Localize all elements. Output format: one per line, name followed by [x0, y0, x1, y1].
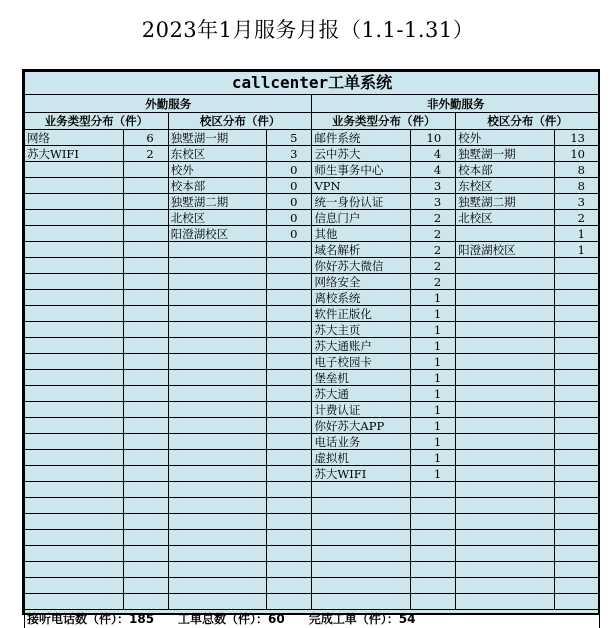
non-outside-type-cell: 邮件系统: [312, 130, 411, 146]
outside-campus-cell: 阳澄湖校区: [168, 226, 267, 242]
outside-campus-count: [267, 594, 312, 610]
non-outside-type-cell: 计费认证: [312, 402, 411, 418]
non-outside-campus-cell: [456, 498, 555, 514]
outside-campus-cell: [168, 578, 267, 594]
outside-type-count: [123, 386, 168, 402]
non-outside-type-count: [411, 578, 456, 594]
outside-campus-cell: [168, 514, 267, 530]
outside-type-count: [123, 466, 168, 482]
table-row: [25, 242, 600, 258]
outside-type-count: [123, 498, 168, 514]
outside-type-cell: [25, 322, 124, 338]
non-outside-type-count: 3: [411, 178, 456, 194]
non-outside-campus-cell: [456, 274, 555, 290]
outside-type-cell: [25, 530, 124, 546]
outside-campus-cell: 校外: [168, 162, 267, 178]
table-row: [25, 194, 600, 210]
non-outside-campus-count: [554, 450, 599, 466]
outside-campus-cell: [168, 274, 267, 290]
outside-type-count: [123, 210, 168, 226]
outside-type-count: [123, 226, 168, 242]
outside-type-count: 6: [123, 130, 168, 146]
non-outside-campus-count: [554, 386, 599, 402]
non-outside-type-cell: 师生事务中心: [312, 162, 411, 178]
outside-type-cell: [25, 434, 124, 450]
outside-campus-count: [267, 546, 312, 562]
non-outside-type-count: 2: [411, 274, 456, 290]
non-outside-type-count: 3: [411, 194, 456, 210]
non-outside-type-count: [411, 546, 456, 562]
summary-footer: 接听电话数（件）：185 工单总数（件）：60 完成工单（件）：54: [25, 610, 600, 628]
non-outside-campus-cell: 阳澄湖校区: [456, 242, 555, 258]
non-outside-campus-count: [554, 466, 599, 482]
outside-campus-count: [267, 386, 312, 402]
table-row: [25, 370, 600, 386]
non-outside-campus-count: [554, 418, 599, 434]
non-outside-type-cell: 苏大通账户: [312, 338, 411, 354]
outside-type-cell: [25, 290, 124, 306]
non-outside-type-cell: 域名解析: [312, 242, 411, 258]
outside-campus-cell: [168, 482, 267, 498]
non-outside-type-cell: 苏大通: [312, 386, 411, 402]
non-outside-campus-count: [554, 594, 599, 610]
non-outside-type-count: 1: [411, 466, 456, 482]
non-outside-type-count: 1: [411, 418, 456, 434]
non-outside-campus-cell: [456, 434, 555, 450]
non-outside-campus-cell: [456, 402, 555, 418]
non-outside-campus-count: 3: [554, 194, 599, 210]
table-row: [25, 418, 600, 434]
outside-campus-cell: [168, 242, 267, 258]
outside-type-count: [123, 194, 168, 210]
non-outside-service-header: 非外勤服务: [312, 95, 600, 113]
non-outside-campus-cell: [456, 594, 555, 610]
outside-type-count: [123, 450, 168, 466]
table-row: [25, 162, 600, 178]
outside-campus-cell: [168, 418, 267, 434]
non-outside-campus-cell: 独墅湖二期: [456, 194, 555, 210]
non-outside-type-cell: 堡垒机: [312, 370, 411, 386]
table-row: [25, 434, 600, 450]
report-title: 2023年1月服务月报（1.1-1.31）: [0, 14, 616, 44]
outside-type-cell: [25, 242, 124, 258]
non-outside-campus-cell: [456, 562, 555, 578]
outside-campus-cell: [168, 386, 267, 402]
outside-campus-cell: [168, 594, 267, 610]
outside-campus-cell: [168, 306, 267, 322]
outside-campus-cell: [168, 338, 267, 354]
outside-type-cell: [25, 178, 124, 194]
system-header: callcenter工单系统: [25, 72, 600, 95]
non-outside-type-count: [411, 562, 456, 578]
non-outside-campus-count: [554, 290, 599, 306]
non-outside-type-count: 1: [411, 306, 456, 322]
non-outside-type-cell: [312, 482, 411, 498]
outside-type-count: [123, 546, 168, 562]
outside-type-cell: [25, 402, 124, 418]
non-outside-campus-cell: [456, 338, 555, 354]
non-outside-type-count: [411, 482, 456, 498]
outside-campus-count: [267, 466, 312, 482]
outside-type-count: [123, 482, 168, 498]
non-outside-campus-cell: [456, 290, 555, 306]
outside-type-cell: [25, 562, 124, 578]
non-outside-campus-count: 8: [554, 178, 599, 194]
non-outside-campus-cell: 北校区: [456, 210, 555, 226]
outside-campus-cell: [168, 530, 267, 546]
outside-campus-count: [267, 434, 312, 450]
outside-type-count: [123, 162, 168, 178]
non-outside-type-cell: 统一身份认证: [312, 194, 411, 210]
outside-campus-count: [267, 418, 312, 434]
outside-campus-count: [267, 242, 312, 258]
outside-campus-count: 3: [267, 146, 312, 162]
outside-campus-count: [267, 338, 312, 354]
non-outside-campus-count: [554, 402, 599, 418]
outside-campus-header: 校区分布（件）: [168, 113, 312, 130]
non-outside-campus-count: [554, 338, 599, 354]
non-outside-type-count: 1: [411, 434, 456, 450]
non-outside-campus-count: [554, 482, 599, 498]
non-outside-campus-count: 2: [554, 210, 599, 226]
outside-campus-count: 0: [267, 162, 312, 178]
outside-type-count: [123, 338, 168, 354]
outside-type-count: [123, 594, 168, 610]
table-row: [25, 578, 600, 594]
outside-type-cell: [25, 194, 124, 210]
non-outside-type-cell: 离校系统: [312, 290, 411, 306]
outside-type-count: [123, 370, 168, 386]
non-outside-campus-count: 1: [554, 226, 599, 242]
outside-type-count: [123, 178, 168, 194]
non-outside-campus-cell: 独墅湖一期: [456, 146, 555, 162]
non-outside-campus-count: [554, 562, 599, 578]
non-outside-type-cell: 你好苏大微信: [312, 258, 411, 274]
non-outside-campus-count: [554, 434, 599, 450]
outside-campus-cell: [168, 562, 267, 578]
table-row: [25, 130, 600, 146]
non-outside-campus-header: 校区分布（件）: [456, 113, 600, 130]
outside-campus-count: [267, 482, 312, 498]
outside-type-count: [123, 402, 168, 418]
non-outside-campus-cell: [456, 354, 555, 370]
non-outside-type-count: 1: [411, 450, 456, 466]
non-outside-type-cell: 苏大WIFI: [312, 466, 411, 482]
outside-type-cell: [25, 210, 124, 226]
outside-type-cell: 苏大WIFI: [25, 146, 124, 162]
table-row: [25, 450, 600, 466]
outside-type-cell: [25, 306, 124, 322]
outside-type-count: [123, 578, 168, 594]
non-outside-campus-count: 1: [554, 242, 599, 258]
outside-type-cell: [25, 594, 124, 610]
outside-campus-count: 0: [267, 178, 312, 194]
outside-campus-cell: 校本部: [168, 178, 267, 194]
non-outside-campus-count: [554, 274, 599, 290]
table-row: [25, 226, 600, 242]
table-row: [25, 290, 600, 306]
non-outside-type-cell: [312, 546, 411, 562]
outside-type-header: 业务类型分布（件）: [25, 113, 169, 130]
non-outside-campus-cell: [456, 482, 555, 498]
outside-campus-cell: 独墅湖二期: [168, 194, 267, 210]
table-row: [25, 210, 600, 226]
non-outside-type-cell: VPN: [312, 178, 411, 194]
non-outside-campus-cell: [456, 322, 555, 338]
report-sheet: [22, 69, 600, 615]
outside-type-count: 2: [123, 146, 168, 162]
outside-campus-cell: [168, 546, 267, 562]
table-row: [25, 466, 600, 482]
table-row: [25, 530, 600, 546]
outside-type-cell: [25, 338, 124, 354]
non-outside-campus-count: [554, 306, 599, 322]
non-outside-campus-count: 10: [554, 146, 599, 162]
table-row: [25, 146, 600, 162]
non-outside-type-cell: 软件正版化: [312, 306, 411, 322]
non-outside-type-cell: [312, 498, 411, 514]
outside-campus-cell: [168, 466, 267, 482]
outside-type-cell: [25, 514, 124, 530]
outside-type-cell: [25, 546, 124, 562]
non-outside-campus-count: [554, 578, 599, 594]
outside-type-cell: [25, 274, 124, 290]
non-outside-type-cell: [312, 578, 411, 594]
table-row: [25, 546, 600, 562]
non-outside-campus-cell: [456, 370, 555, 386]
non-outside-campus-cell: [456, 546, 555, 562]
non-outside-campus-cell: [456, 514, 555, 530]
outside-campus-count: 0: [267, 226, 312, 242]
non-outside-type-count: 2: [411, 210, 456, 226]
outside-type-count: [123, 514, 168, 530]
outside-campus-cell: [168, 290, 267, 306]
non-outside-type-count: 2: [411, 258, 456, 274]
outside-type-cell: [25, 578, 124, 594]
non-outside-type-cell: 你好苏大APP: [312, 418, 411, 434]
outside-type-count: [123, 418, 168, 434]
outside-type-count: [123, 306, 168, 322]
outside-type-count: [123, 322, 168, 338]
non-outside-type-count: 4: [411, 162, 456, 178]
non-outside-campus-count: [554, 530, 599, 546]
non-outside-campus-count: [554, 498, 599, 514]
outside-type-cell: [25, 354, 124, 370]
non-outside-campus-cell: [456, 226, 555, 242]
outside-type-cell: [25, 162, 124, 178]
non-outside-campus-cell: [456, 306, 555, 322]
non-outside-type-cell: [312, 594, 411, 610]
outside-campus-count: 5: [267, 130, 312, 146]
non-outside-campus-cell: [456, 418, 555, 434]
outside-campus-cell: [168, 498, 267, 514]
outside-campus-count: [267, 578, 312, 594]
table-row: [25, 306, 600, 322]
non-outside-campus-cell: [456, 466, 555, 482]
non-outside-type-cell: 电子校园卡: [312, 354, 411, 370]
outside-campus-count: [267, 370, 312, 386]
table-row: [25, 354, 600, 370]
non-outside-type-count: 10: [411, 130, 456, 146]
non-outside-campus-cell: 东校区: [456, 178, 555, 194]
outside-type-cell: 网络: [25, 130, 124, 146]
outside-campus-cell: [168, 434, 267, 450]
non-outside-type-count: 2: [411, 226, 456, 242]
outside-campus-count: [267, 322, 312, 338]
non-outside-type-count: [411, 594, 456, 610]
table-row: [25, 322, 600, 338]
outside-campus-cell: 东校区: [168, 146, 267, 162]
non-outside-type-header: 业务类型分布（件）: [312, 113, 456, 130]
non-outside-type-cell: [312, 530, 411, 546]
outside-type-count: [123, 242, 168, 258]
non-outside-campus-cell: [456, 578, 555, 594]
non-outside-type-count: 1: [411, 402, 456, 418]
non-outside-type-count: 1: [411, 370, 456, 386]
outside-type-cell: [25, 450, 124, 466]
non-outside-campus-count: 8: [554, 162, 599, 178]
outside-type-cell: [25, 418, 124, 434]
outside-type-count: [123, 530, 168, 546]
non-outside-type-cell: 苏大主页: [312, 322, 411, 338]
non-outside-campus-count: 13: [554, 130, 599, 146]
outside-type-count: [123, 562, 168, 578]
outside-type-cell: [25, 466, 124, 482]
outside-campus-count: [267, 274, 312, 290]
outside-campus-cell: [168, 402, 267, 418]
outside-campus-cell: [168, 450, 267, 466]
table-row: [25, 402, 600, 418]
table-row: [25, 482, 600, 498]
non-outside-type-count: 1: [411, 338, 456, 354]
outside-type-count: [123, 354, 168, 370]
table-row: [25, 386, 600, 402]
outside-type-count: [123, 258, 168, 274]
outside-campus-count: 0: [267, 194, 312, 210]
non-outside-type-count: [411, 498, 456, 514]
outside-campus-cell: [168, 258, 267, 274]
outside-type-cell: [25, 498, 124, 514]
non-outside-campus-cell: [456, 258, 555, 274]
outside-type-cell: [25, 386, 124, 402]
non-outside-type-count: 1: [411, 354, 456, 370]
non-outside-type-cell: 云中苏大: [312, 146, 411, 162]
non-outside-type-count: 1: [411, 290, 456, 306]
table-row: [25, 498, 600, 514]
non-outside-type-count: [411, 514, 456, 530]
outside-campus-cell: [168, 354, 267, 370]
table-row: [25, 514, 600, 530]
non-outside-type-cell: 虚拟机: [312, 450, 411, 466]
non-outside-type-cell: [312, 562, 411, 578]
non-outside-campus-cell: 校外: [456, 130, 555, 146]
non-outside-campus-count: [554, 370, 599, 386]
outside-campus-count: [267, 354, 312, 370]
non-outside-type-cell: 网络安全: [312, 274, 411, 290]
non-outside-type-cell: [312, 514, 411, 530]
non-outside-campus-cell: [456, 530, 555, 546]
outside-campus-cell: [168, 370, 267, 386]
non-outside-type-cell: 信息门户: [312, 210, 411, 226]
outside-campus-cell: 独墅湖一期: [168, 130, 267, 146]
outside-campus-count: [267, 450, 312, 466]
non-outside-campus-count: [554, 354, 599, 370]
non-outside-type-count: 1: [411, 386, 456, 402]
non-outside-campus-count: [554, 514, 599, 530]
outside-campus-count: [267, 498, 312, 514]
outside-type-cell: [25, 482, 124, 498]
outside-type-cell: [25, 226, 124, 242]
table-row: [25, 274, 600, 290]
non-outside-type-cell: 电话业务: [312, 434, 411, 450]
non-outside-campus-count: [554, 258, 599, 274]
outside-campus-count: [267, 290, 312, 306]
outside-service-header: 外勤服务: [25, 95, 312, 113]
outside-campus-count: [267, 562, 312, 578]
table-row: [25, 258, 600, 274]
outside-campus-count: [267, 530, 312, 546]
non-outside-campus-cell: [456, 450, 555, 466]
outside-type-count: [123, 274, 168, 290]
outside-type-count: [123, 434, 168, 450]
outside-type-cell: [25, 258, 124, 274]
outside-campus-count: 0: [267, 210, 312, 226]
non-outside-type-count: [411, 530, 456, 546]
non-outside-type-count: 4: [411, 146, 456, 162]
non-outside-campus-count: [554, 546, 599, 562]
outside-campus-count: [267, 306, 312, 322]
outside-campus-cell: [168, 322, 267, 338]
non-outside-campus-count: [554, 322, 599, 338]
outside-campus-count: [267, 514, 312, 530]
non-outside-type-count: 1: [411, 322, 456, 338]
table-row: [25, 178, 600, 194]
non-outside-campus-cell: 校本部: [456, 162, 555, 178]
non-outside-type-count: 2: [411, 242, 456, 258]
table-row: [25, 562, 600, 578]
outside-campus-cell: 北校区: [168, 210, 267, 226]
outside-type-count: [123, 290, 168, 306]
report-table: [24, 71, 600, 628]
table-row: [25, 594, 600, 610]
outside-campus-count: [267, 402, 312, 418]
outside-type-cell: [25, 370, 124, 386]
outside-campus-count: [267, 258, 312, 274]
table-body: [25, 130, 600, 610]
non-outside-campus-cell: [456, 386, 555, 402]
table-row: [25, 338, 600, 354]
non-outside-type-cell: 其他: [312, 226, 411, 242]
